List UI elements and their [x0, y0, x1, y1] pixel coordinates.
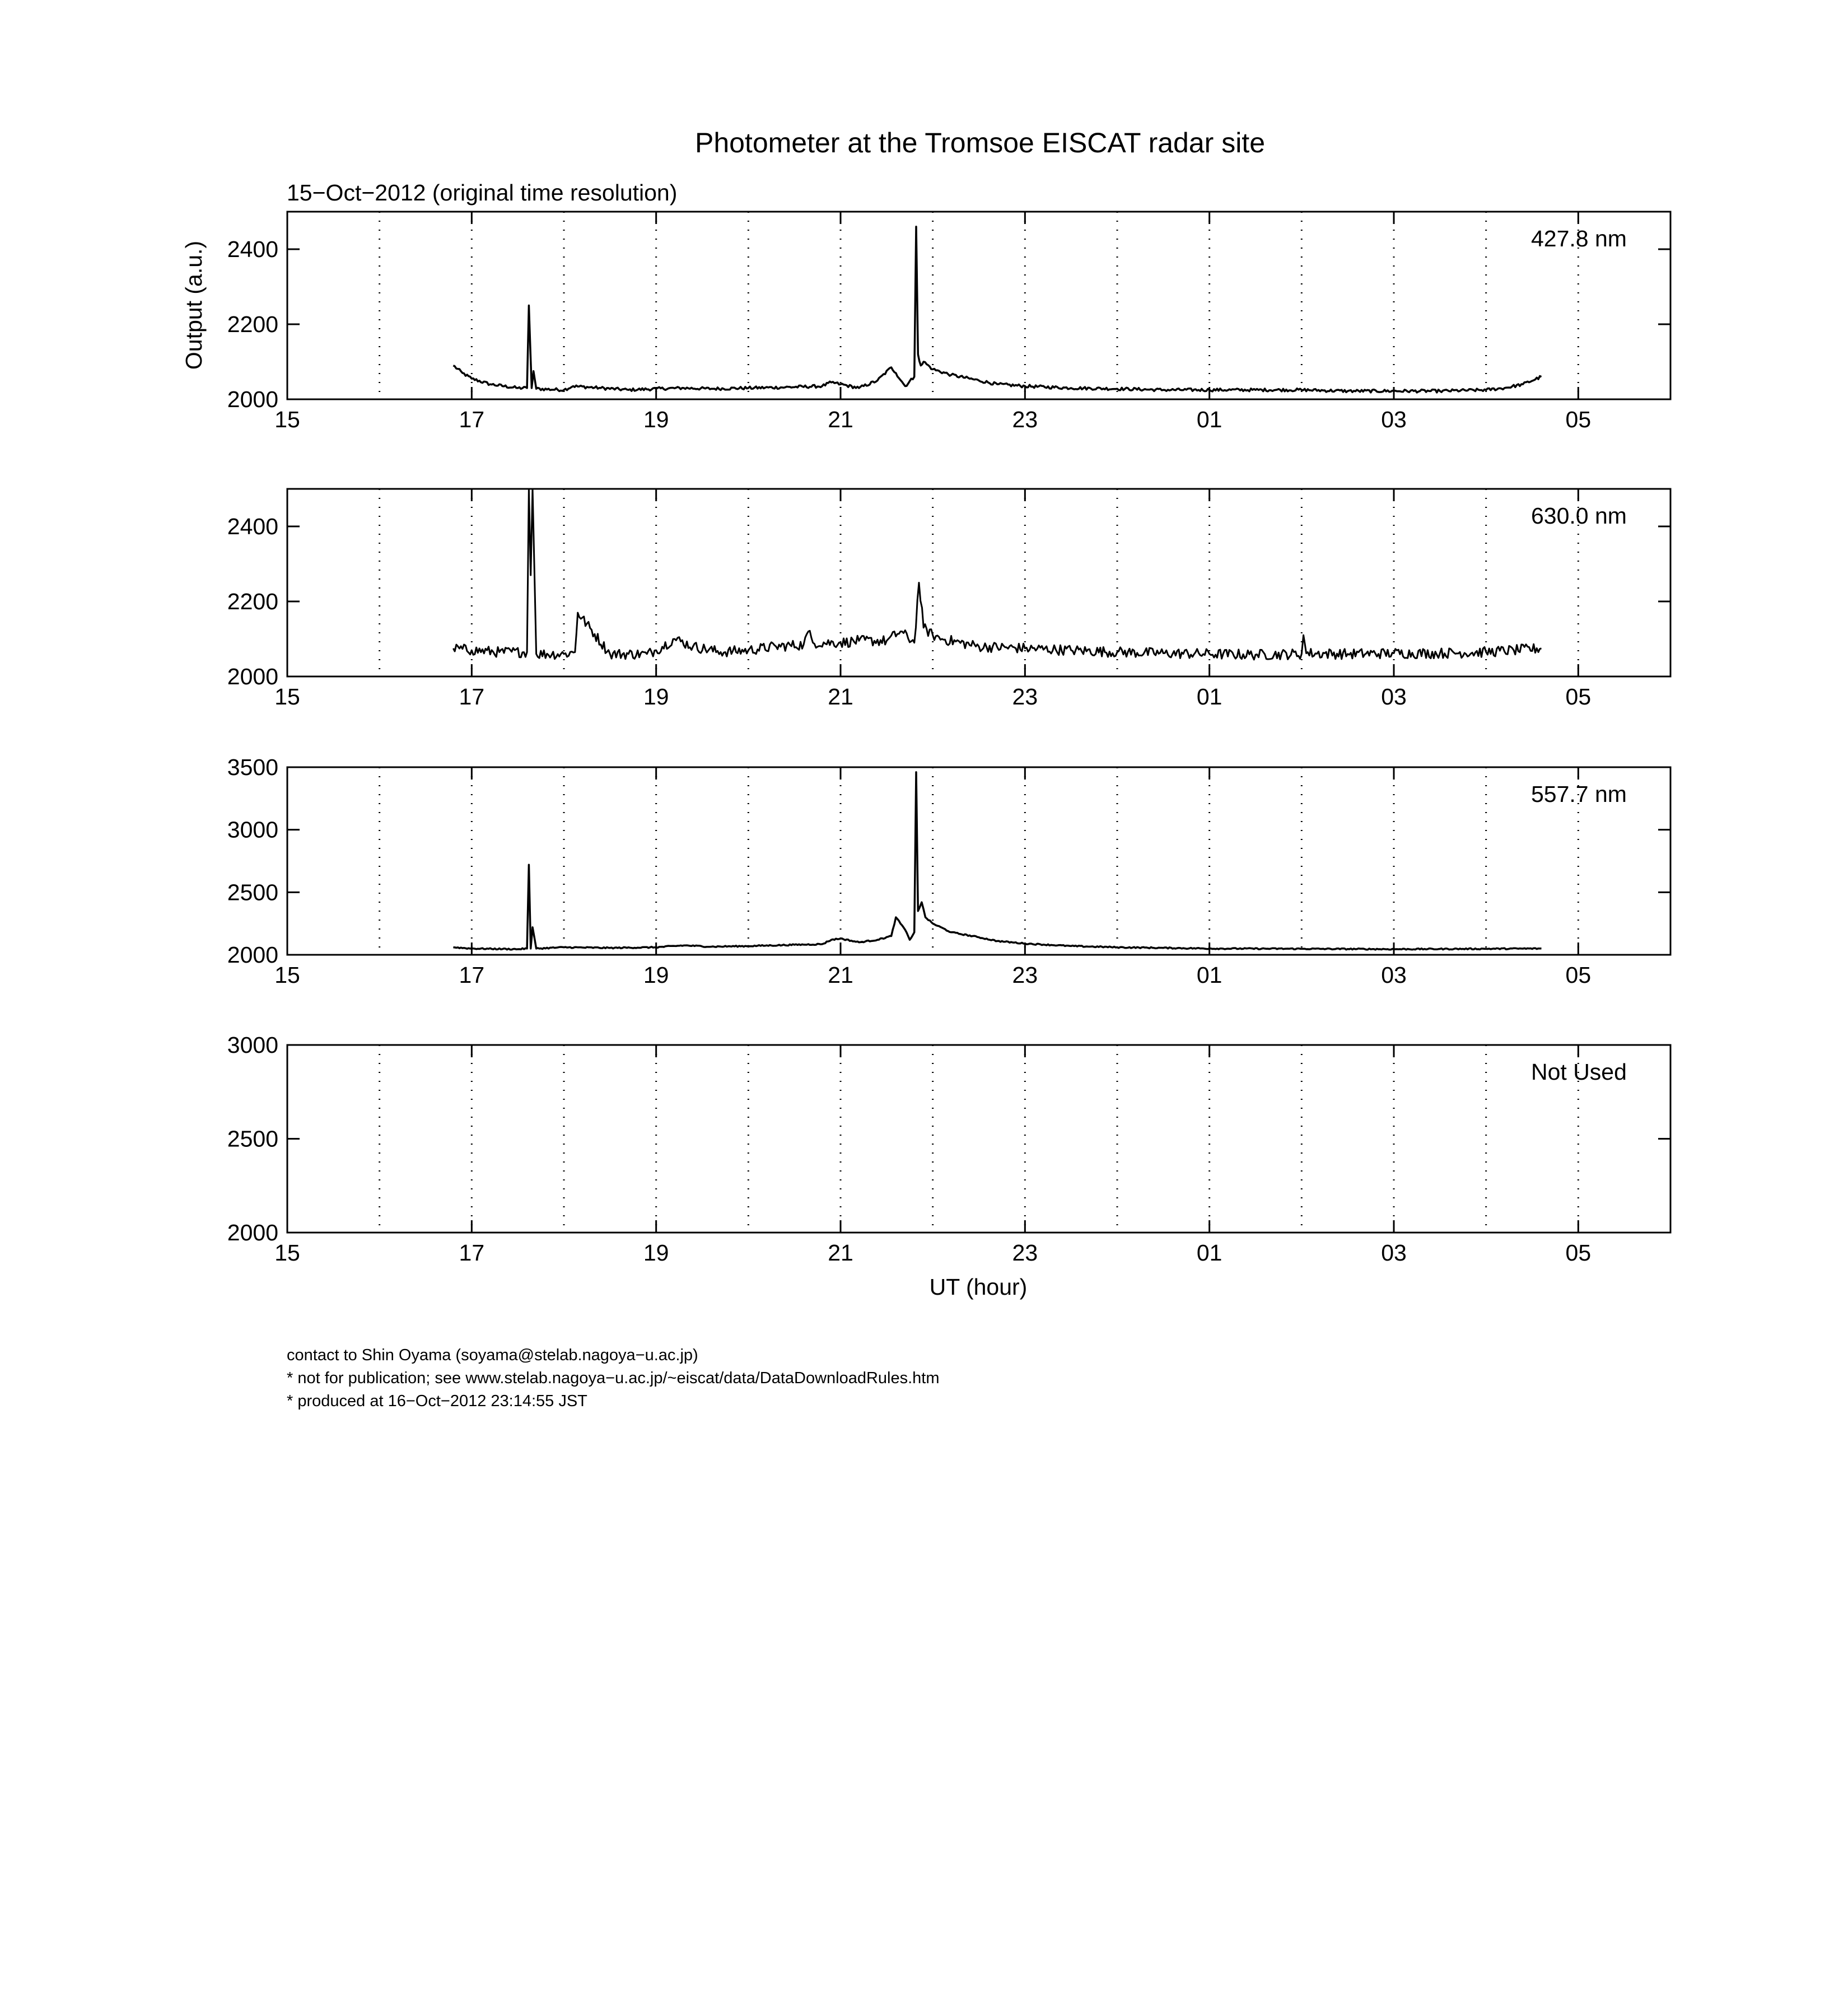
x-tick-label: 21: [828, 1240, 853, 1266]
plot-frame: [287, 212, 1670, 399]
x-tick-label: 17: [459, 962, 485, 988]
panel-3: [227, 754, 1670, 988]
x-tick-label: 23: [1012, 684, 1038, 710]
x-tick-label: 15: [274, 407, 300, 432]
y-tick-label: 3000: [227, 1032, 278, 1058]
x-tick-label: 23: [1012, 407, 1038, 432]
x-tick-label: 17: [459, 684, 485, 710]
x-tick-label: 19: [643, 684, 669, 710]
chart-title: Photometer at the Tromsoe EISCAT radar site: [694, 127, 1266, 158]
x-tick-label: 17: [459, 407, 485, 432]
y-tick-label: 3000: [227, 816, 278, 843]
x-axis-label: UT (hour): [929, 1274, 1028, 1300]
x-tick-label: 03: [1381, 684, 1407, 710]
x-tick-label: 15: [274, 1240, 300, 1266]
x-tick-label: 19: [643, 407, 669, 432]
x-tick-label: 19: [643, 1240, 669, 1266]
y-tick-label: 2000: [227, 386, 278, 412]
channel-label: 557.7 nm: [1531, 781, 1627, 807]
plot-frame: [287, 1045, 1670, 1233]
chart-subtitle: 15−Oct−2012 (original time resolution): [287, 180, 678, 206]
channel-label: Not Used: [1531, 1059, 1627, 1085]
panel-2: [227, 489, 1670, 710]
x-tick-label: 21: [828, 684, 853, 710]
x-tick-label: 05: [1565, 684, 1592, 710]
x-tick-label: 03: [1381, 407, 1407, 432]
series-line: [453, 227, 1541, 393]
x-tick-label: 01: [1196, 962, 1222, 988]
y-tick-label: 2200: [227, 311, 278, 337]
channel-label: 630.0 nm: [1531, 503, 1627, 529]
footer-notice: * not for publication; see www.stelab.nagoya−u.ac.jp/~eiscat/data/DataDownloadRules.htm: [287, 1369, 940, 1387]
footer-notes: [287, 1344, 940, 1413]
x-tick-label: 05: [1565, 407, 1592, 432]
panel-1: [227, 212, 1670, 432]
x-tick-label: 03: [1381, 1240, 1407, 1266]
x-tick-label: 15: [274, 962, 300, 988]
y-tick-label: 3500: [227, 754, 278, 780]
y-tick-label: 2500: [227, 879, 278, 906]
y-tick-label: 2200: [227, 589, 278, 614]
x-tick-label: 21: [828, 962, 853, 988]
x-tick-label: 15: [274, 684, 300, 710]
x-tick-label: 01: [1196, 407, 1222, 432]
footer-contact: contact to Shin Oyama (soyama@stelab.nagoya−u.ac.jp): [287, 1346, 698, 1364]
y-axis-label: Output (a.u.): [181, 240, 207, 370]
x-tick-label: 03: [1381, 962, 1407, 988]
y-tick-label: 2400: [227, 236, 278, 262]
x-tick-label: 19: [643, 962, 669, 988]
panel-4: [227, 1032, 1670, 1266]
x-tick-label: 01: [1196, 1240, 1222, 1266]
y-tick-label: 2000: [227, 942, 278, 968]
series-line: [453, 489, 1541, 660]
x-tick-label: 05: [1565, 962, 1592, 988]
footer-produced: * produced at 16−Oct−2012 23:14:55 JST: [287, 1392, 587, 1410]
y-tick-label: 2000: [227, 1220, 278, 1245]
panels-group: [227, 212, 1670, 1266]
x-tick-label: 01: [1196, 684, 1222, 710]
plot-frame: [287, 767, 1670, 955]
x-tick-label: 21: [828, 407, 853, 432]
channel-label: 427.8 nm: [1531, 226, 1627, 251]
x-tick-label: 17: [459, 1240, 485, 1266]
series-line: [453, 772, 1541, 950]
x-tick-label: 23: [1012, 1240, 1038, 1266]
x-tick-label: 23: [1012, 962, 1038, 988]
y-tick-label: 2000: [227, 664, 278, 689]
x-tick-label: 05: [1565, 1240, 1592, 1266]
y-tick-label: 2500: [227, 1126, 278, 1152]
y-tick-label: 2400: [227, 514, 278, 539]
